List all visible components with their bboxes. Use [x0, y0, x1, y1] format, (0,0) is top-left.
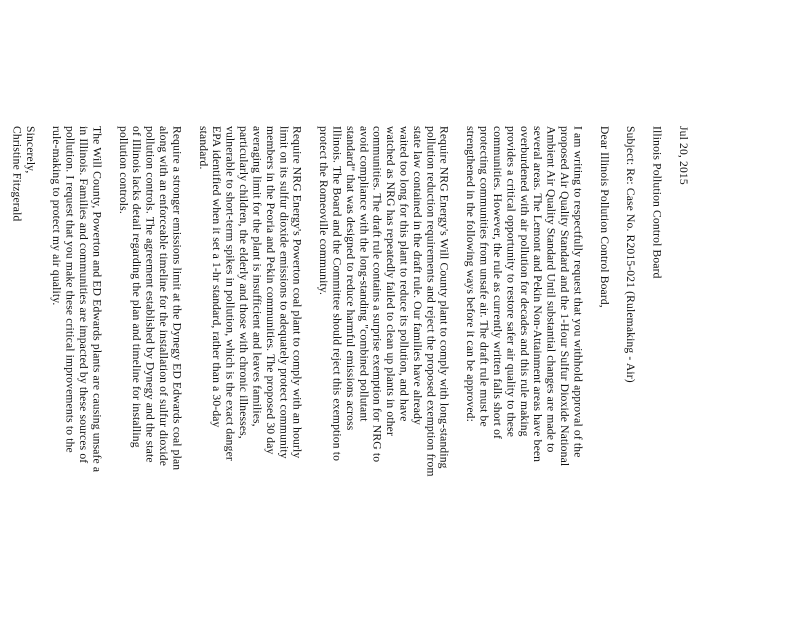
text-line: averaging limit for the plant is insufficient and leaves families,	[250, 126, 264, 427]
paragraph-powerton	[196, 126, 303, 616]
text-line: proposed Air Quality Standard and the 1-Hour Sulfur Dioxide National	[557, 126, 571, 467]
text-line: waited too long for this plant to reduce its pollution, and have	[397, 126, 411, 422]
text-line: of Illinois lacks detail regarding the plan and timeline for installing	[130, 126, 144, 448]
closing: Sincerely,	[23, 126, 37, 174]
text-line: particularly children, the elderly and those with chronic illnesses,	[237, 126, 251, 439]
letter-body	[10, 126, 690, 616]
text-line: rule-making to protect my air quality.	[50, 126, 64, 306]
text-line: The Will County, Powerton and ED Edwards plants are causing unsafe a	[90, 126, 104, 473]
text-line: Require a stronger emissions limit at the Dynegy ED Edwards coal plan	[170, 126, 184, 471]
text-line: protecting communities from unsafe air. The draft rule must be	[477, 126, 491, 427]
text-line: EPA identified when it set a 1-hr standard, rather than a 30-day	[210, 126, 224, 428]
text-line: pollution. I request that you make these critical improvements to the	[63, 126, 77, 453]
paragraph-ed-edwards	[116, 126, 183, 616]
text-line: along with an enforceable timeline for the installation of sulfur dioxide	[157, 126, 170, 466]
text-line: vulnerable to short-term spikes in pollution, which is the exact danger	[223, 126, 237, 461]
subject-line: Subject: Re: Case No. R2015-021 (Rulemaking - Air)	[624, 126, 638, 383]
text-line: Illinois. The Board and the Committee should reject this exemption to	[330, 126, 344, 462]
text-line: members in the Peoria and Pekin communities. The proposed 30 day	[263, 126, 277, 455]
text-line: provides a critical opportunity to restore safer air quality to these	[504, 126, 518, 438]
text-line: communities. However, the rule as currently written falls short of	[490, 126, 504, 440]
text-line: state law contained in the draft rule. Our families have already	[410, 126, 424, 426]
signature-name: Christine Fitzgerald	[10, 126, 24, 222]
text-line: overburdened with air pollution for decades and this rule making	[517, 126, 531, 437]
text-line: watched as NRG has repeatedly failed to clean up plants in other	[384, 126, 398, 436]
recipient-name: Illinois Pollution Control Board	[650, 126, 664, 279]
text-line: in Illinois. Families and communities are impacted by these sources of	[76, 126, 90, 464]
text-line: limit on its sulfur dioxide emissions to adequately protect community	[277, 126, 291, 459]
text-line: pollution controls. The agreement established by Dynegy and the state	[143, 126, 157, 463]
paragraph-conclusion	[50, 126, 104, 616]
letter-date: Jul 20, 2015	[677, 126, 690, 185]
text-line: Require NRG Energy's Will County plant to comply with long-standing	[437, 126, 451, 469]
text-line: avoid compliance with the long-standing "combined pollutant	[357, 126, 371, 422]
text-line: Require NRG Energy's Powerton coal plant to comply with an hourly	[290, 126, 304, 459]
text-line: strengthened in the following ways before it can be approved:	[464, 126, 478, 423]
paragraph-will-county	[317, 126, 451, 616]
text-line: protect the Romeoville community.	[317, 126, 331, 296]
salutation: Dear Illinois Pollution Control Board,	[597, 126, 611, 308]
text-line: pollution controls.	[116, 126, 130, 214]
text-line: standard.	[196, 126, 210, 170]
text-line: communities. The draft rule contains a surprise exemption for NRG to	[370, 126, 384, 463]
paragraph-intro	[464, 126, 585, 616]
text-line: pollution reduction requirements and reject the proposed exemption from	[424, 126, 438, 477]
text-line: standard" that was designed to reduce harmful emissions across	[343, 126, 357, 431]
text-line: several areas. The Lemont and Pekin Non-Attainment areas have been	[531, 126, 545, 463]
text-line: Ambient Air Quality Standard Until substantial changes are made to	[544, 126, 558, 453]
text-line: I am writing to respectfully request that you withhold approval of the	[571, 126, 585, 458]
